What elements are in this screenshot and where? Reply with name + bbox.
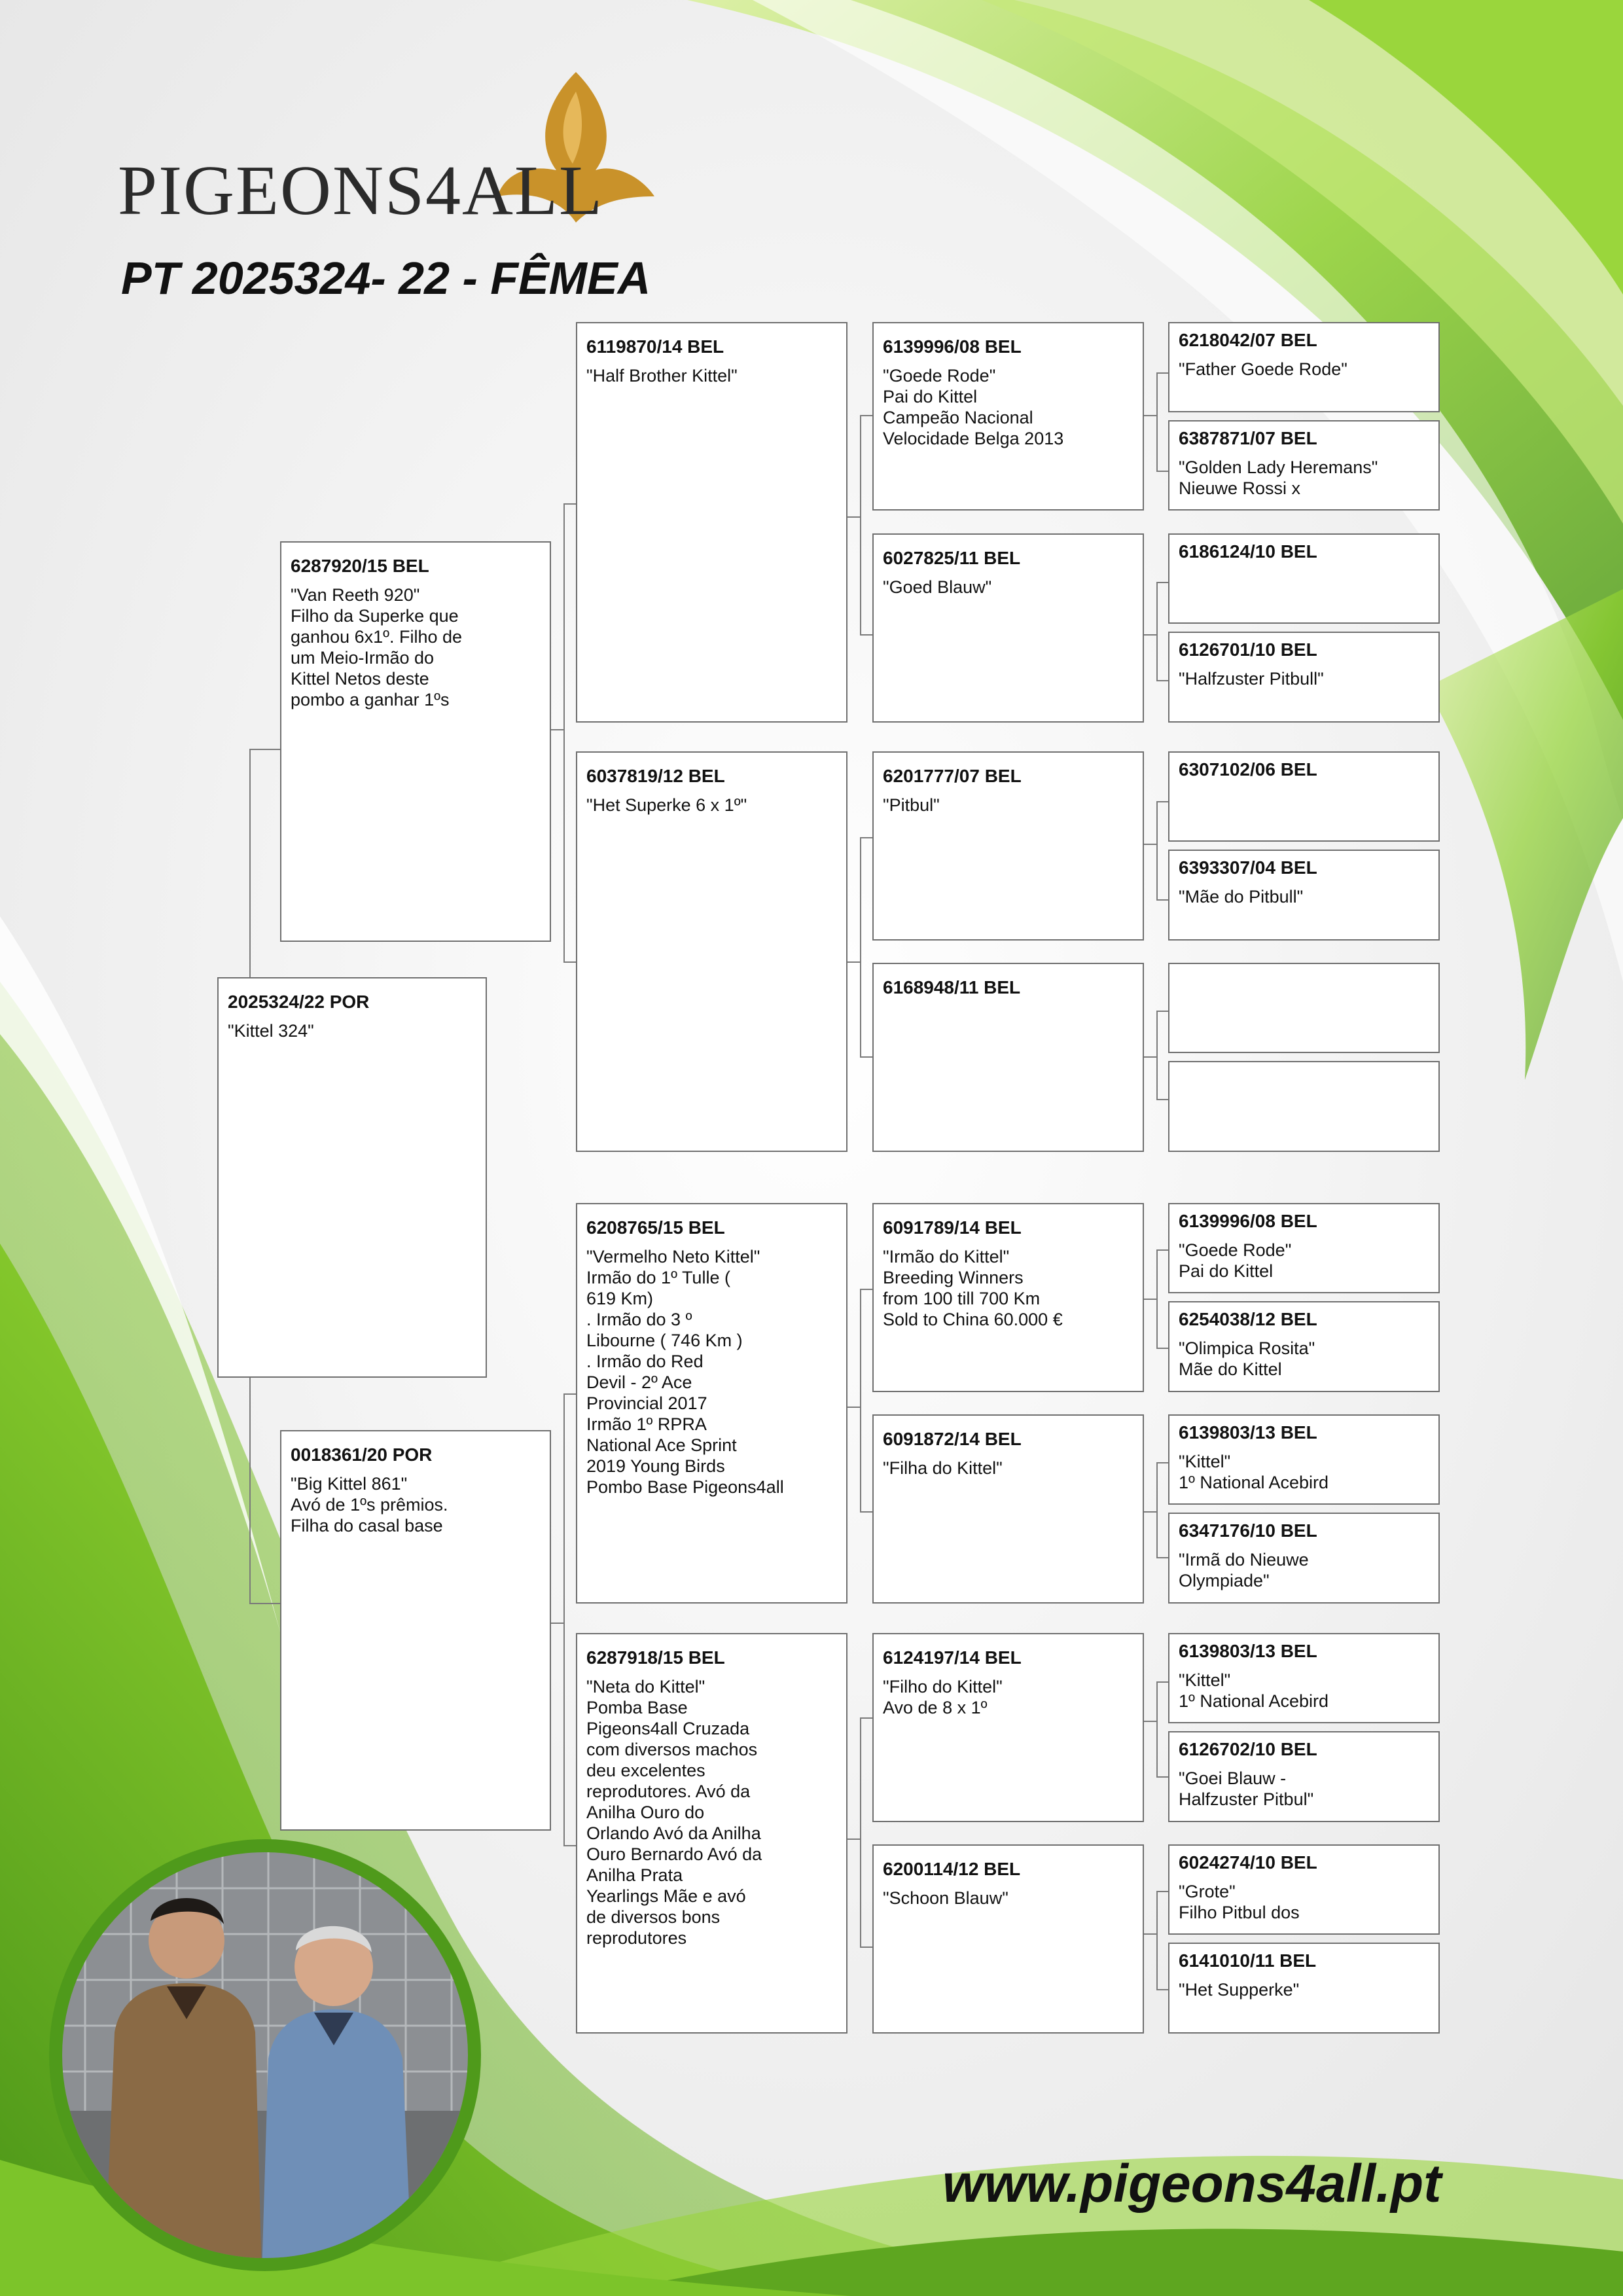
owners-photo: [46, 1836, 484, 2274]
pedigree-gen3-1: [872, 322, 1144, 511]
pigeon-description: "Vermelho Neto Kittel" Irmão do 1º Tulle ( 619 Km) . Irmão do 3 º Libourne ( 746 Km ) . Irmão do Red Devil - 2º Ace Provincial 2017 Irmão 1º RPRA National Ace Sprint 2019 Young Birds Pombo Base Pigeons4all: [586, 1247, 784, 1497]
pedigree-gen4-3: [1168, 533, 1440, 624]
logo: [118, 65, 641, 249]
pedigree-gen4-8: [1168, 1061, 1440, 1152]
pedigree-gen3-2: [872, 533, 1144, 723]
pedigree-dam: [280, 1430, 551, 1831]
pedigree-gen2-1: [576, 322, 847, 723]
ring-number: 6126701/10 BEL: [1179, 639, 1317, 660]
ring-number: 6168948/11 BEL: [883, 977, 1021, 997]
pedigree-gen4-15: [1168, 1844, 1440, 1935]
ring-number: 6141010/11 BEL: [1179, 1950, 1317, 1971]
ring-number: 0018361/20 POR: [291, 1444, 433, 1465]
pigeon-description: "Goei Blauw - Halfzuster Pitbul": [1179, 1768, 1314, 1809]
pedigree-gen4-7: [1168, 963, 1440, 1053]
logo-text: PIGEONS4ALL: [118, 152, 603, 230]
pedigree-gen3-5: [872, 1203, 1144, 1392]
ring-number: 6347176/10 BEL: [1179, 1520, 1317, 1541]
pedigree-gen4-6: [1168, 850, 1440, 941]
pigeon-description: "Filha do Kittel": [883, 1458, 1003, 1478]
pigeon-description: "Golden Lady Heremans" Nieuwe Rossi x: [1179, 457, 1378, 498]
pigeon-description: "Neta do Kittel" Pomba Base Pigeons4all Cruzada com diversos machos deu excelentes reprodutores. Avó da Anilha Ouro do Orlando Avó da Anilha Ouro Bernardo Avó da Anilha Prata Yearlings Mãe e avó de diversos bons reprodutores: [586, 1677, 762, 1948]
pedigree-gen2-3: [576, 1203, 847, 1604]
ring-number: 6208765/15 BEL: [586, 1217, 725, 1238]
pigeon-description: "Het Superke 6 x 1º": [586, 795, 747, 815]
pedigree-gen3-7: [872, 1633, 1144, 1822]
pigeon-description: "Big Kittel 861" Avó de 1ºs prêmios. Filha do casal base: [291, 1474, 448, 1535]
pedigree-gen3-6: [872, 1414, 1144, 1604]
ring-number: 6287918/15 BEL: [586, 1647, 725, 1668]
ring-number: 6126702/10 BEL: [1179, 1739, 1317, 1759]
ring-number: 6037819/12 BEL: [586, 766, 725, 786]
pigeon-description: "Goed Blauw": [883, 577, 992, 597]
pigeon-description: "Irmão do Kittel" Breeding Winners from 100 till 700 Km Sold to China 60.000 €: [883, 1247, 1063, 1329]
ring-number: 6139803/13 BEL: [1179, 1422, 1317, 1443]
pedigree-gen4-1: [1168, 322, 1440, 412]
pedigree-sire: [280, 541, 551, 942]
pigeon-description: "Kittel" 1º National Acebird: [1179, 1452, 1329, 1492]
pigeon-description: "Het Supperke": [1179, 1980, 1300, 2000]
pedigree-gen3-3: [872, 751, 1144, 941]
pigeon-description: "Pitbul": [883, 795, 940, 815]
ring-number: 6024274/10 BEL: [1179, 1852, 1317, 1873]
ring-number: 6091789/14 BEL: [883, 1217, 1022, 1238]
pedigree-gen4-10: [1168, 1301, 1440, 1392]
pedigree-gen2-4: [576, 1633, 847, 2034]
pigeon-description: "Mãe do Pitbull": [1179, 887, 1304, 906]
ring-number: 6186124/10 BEL: [1179, 541, 1317, 562]
pedigree-gen4-11: [1168, 1414, 1440, 1505]
pigeon-description: "Half Brother Kittel": [586, 366, 738, 386]
pigeon-description: "Father Goede Rode": [1179, 359, 1347, 379]
pedigree-gen3-8: [872, 1844, 1144, 2034]
ring-number: 6200114/12 BEL: [883, 1859, 1021, 1879]
pedigree-gen3-4: [872, 963, 1144, 1152]
ring-number: 6201777/07 BEL: [883, 766, 1022, 786]
ring-number: 2025324/22 POR: [228, 992, 370, 1012]
ring-number: 6139996/08 BEL: [1179, 1211, 1317, 1231]
pedigree-gen4-16: [1168, 1943, 1440, 2034]
ring-number: 6218042/07 BEL: [1179, 330, 1317, 350]
pigeon-description: "Kittel" 1º National Acebird: [1179, 1670, 1329, 1711]
website-url: www.pigeons4all.pt: [942, 2154, 1442, 2214]
pigeon-description: "Goede Rode" Pai do Kittel: [1179, 1240, 1292, 1281]
ring-number: 6139803/13 BEL: [1179, 1641, 1317, 1661]
pedigree-gen4-9: [1168, 1203, 1440, 1293]
pedigree-gen2-2: [576, 751, 847, 1152]
pigeon-description: "Van Reeth 920" Filho da Superke que ganhou 6x1º. Filho de um Meio-Irmão do Kittel Netos deste pombo a ganhar 1ºs: [291, 585, 463, 709]
pedigree-gen4-5: [1168, 751, 1440, 842]
owners-photo-image: [46, 1836, 484, 2274]
page-title: PT 2025324- 22 - FÊMEA: [121, 253, 651, 304]
ring-number: 6139996/08 BEL: [883, 336, 1022, 357]
ring-number: 6393307/04 BEL: [1179, 857, 1317, 878]
ring-number: 6287920/15 BEL: [291, 556, 429, 576]
ring-number: 6307102/06 BEL: [1179, 759, 1317, 780]
pedigree-gen4-4: [1168, 632, 1440, 723]
pigeon-description: "Grote" Filho Pitbul dos: [1179, 1882, 1300, 1922]
pigeon-description: "Olimpica Rosita" Mãe do Kittel: [1179, 1338, 1315, 1379]
pigeon-description: "Irmã do Nieuwe Olympiade": [1179, 1550, 1309, 1590]
ring-number: 6387871/07 BEL: [1179, 428, 1317, 448]
pigeon-description: "Filho do Kittel" Avo de 8 x 1º: [883, 1677, 1003, 1717]
pigeon-description: "Kittel 324": [228, 1021, 314, 1041]
ring-number: 6119870/14 BEL: [586, 336, 724, 357]
pedigree-gen4-14: [1168, 1731, 1440, 1822]
pigeon-description: "Schoon Blauw": [883, 1888, 1008, 1908]
pedigree-subject: [217, 977, 487, 1378]
ring-number: 6091872/14 BEL: [883, 1429, 1022, 1449]
pigeon-description: "Halfzuster Pitbull": [1179, 669, 1324, 689]
pedigree-gen4-12: [1168, 1513, 1440, 1604]
pedigree-gen4-13: [1168, 1633, 1440, 1723]
pigeon-description: "Goede Rode" Pai do Kittel Campeão Nacional Velocidade Belga 2013: [883, 366, 1064, 448]
ring-number: 6254038/12 BEL: [1179, 1309, 1317, 1329]
ring-number: 6027825/11 BEL: [883, 548, 1021, 568]
pedigree-gen4-2: [1168, 420, 1440, 511]
ring-number: 6124197/14 BEL: [883, 1647, 1022, 1668]
